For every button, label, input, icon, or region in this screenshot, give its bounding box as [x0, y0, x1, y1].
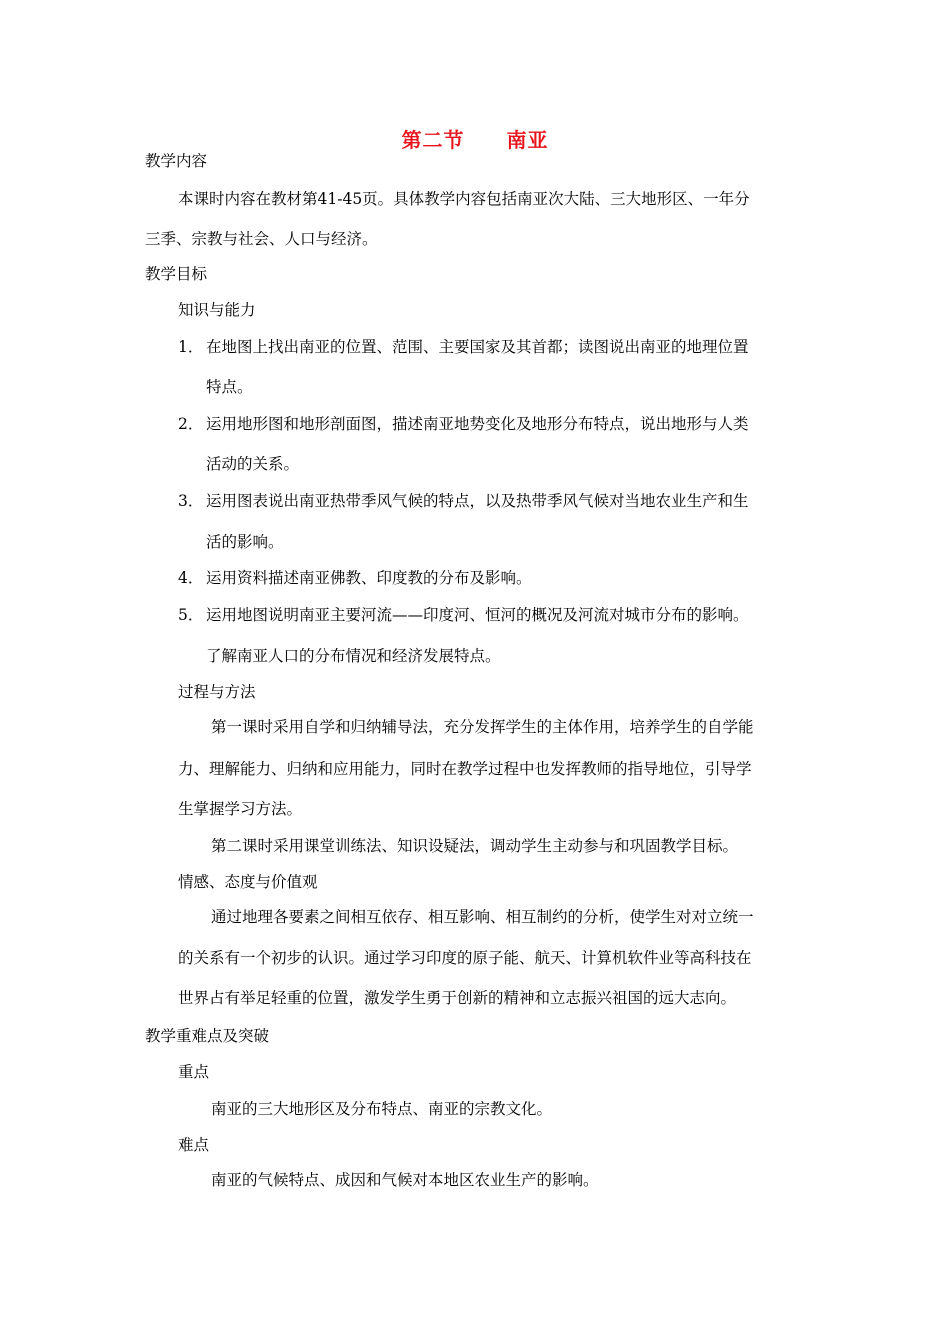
attitude-paragraph-line-3: 世界占有举足轻重的位置，激发学生勇于创新的精神和立志振兴祖国的远大志向。 [178, 989, 737, 1007]
heading-process-method: 过程与方法 [178, 683, 256, 701]
goal-item-text: 运用地形图和地形剖面图，描述南亚地势变化及地形分布特点，说出地形与人类 [206, 415, 749, 433]
heading-focus: 重点 [178, 1063, 210, 1081]
content-paragraph-line-2: 三季、宗教与社会、人口与经济。 [145, 230, 378, 248]
focus-text: 南亚的三大地形区及分布特点、南亚的宗教文化。 [211, 1100, 553, 1118]
goal-item-text: 运用地图说明南亚主要河流——印度河、恒河的概况及河流对城市分布的影响。 [206, 606, 749, 624]
heading-teaching-goals: 教学目标 [145, 265, 208, 283]
goal-item-number: 2． [178, 415, 204, 433]
heading-difficulty: 难点 [178, 1136, 210, 1154]
process-paragraph-1-line-2: 力、理解能力、归纳和应用能力，同时在教学过程中也发挥教师的指导地位，引导学 [178, 760, 752, 778]
heading-emotion-attitude: 情感、态度与价值观 [178, 873, 318, 891]
goal-item-text: 运用资料描述南亚佛教、印度教的分布及影响。 [206, 569, 532, 587]
process-paragraph-1-line-1: 第一课时采用自学和归纳辅导法，充分发挥学生的主体作用，培养学生的自学能 [211, 718, 754, 736]
heading-key-difficult-points: 教学重难点及突破 [145, 1027, 270, 1045]
goal-item-4 [178, 568, 532, 588]
heading-knowledge-ability: 知识与能力 [178, 301, 256, 319]
attitude-paragraph-line-1: 通过地理各要素之间相互依存、相互影响、相互制约的分析，使学生对对立统一 [211, 908, 754, 926]
goal-item-3-continuation: 活的影响。 [206, 533, 284, 551]
goal-item-text: 运用图表说出南亚热带季风气候的特点，以及热带季风气候对当地农业生产和生 [206, 492, 749, 510]
goal-item-1 [178, 337, 749, 357]
difficulty-text: 南亚的气候特点、成因和气候对本地区农业生产的影响。 [211, 1171, 599, 1189]
goal-item-number: 4． [178, 569, 204, 587]
process-paragraph-1-line-3: 生掌握学习方法。 [178, 800, 303, 818]
goal-item-number: 3． [178, 492, 204, 510]
content-paragraph-line-1: 本课时内容在教材第41-45页。具体教学内容包括南亚次大陆、三大地形区、一年分 [178, 190, 750, 208]
goal-item-text: 在地图上找出南亚的位置、范围、主要国家及其首都；读图说出南亚的地理位置 [206, 338, 749, 356]
document-title: 第二节 南亚 [401, 128, 549, 152]
heading-teaching-content: 教学内容 [145, 152, 208, 170]
goal-item-3 [178, 491, 749, 511]
goal-item-5 [178, 605, 749, 625]
goal-item-number: 5． [178, 606, 204, 624]
goal-item-2 [178, 414, 749, 434]
knowledge-extra: 了解南亚人口的分布情况和经济发展特点。 [206, 647, 501, 665]
goal-item-1-continuation: 特点。 [206, 378, 253, 396]
attitude-paragraph-line-2: 的关系有一个初步的认识。通过学习印度的原子能、航天、计算机软件业等高科技在 [178, 949, 752, 967]
goal-item-2-continuation: 活动的关系。 [206, 455, 300, 473]
goal-item-number: 1． [178, 338, 204, 356]
process-paragraph-2: 第二课时采用课堂训练法、知识设疑法，调动学生主动参与和巩固教学目标。 [211, 837, 739, 855]
